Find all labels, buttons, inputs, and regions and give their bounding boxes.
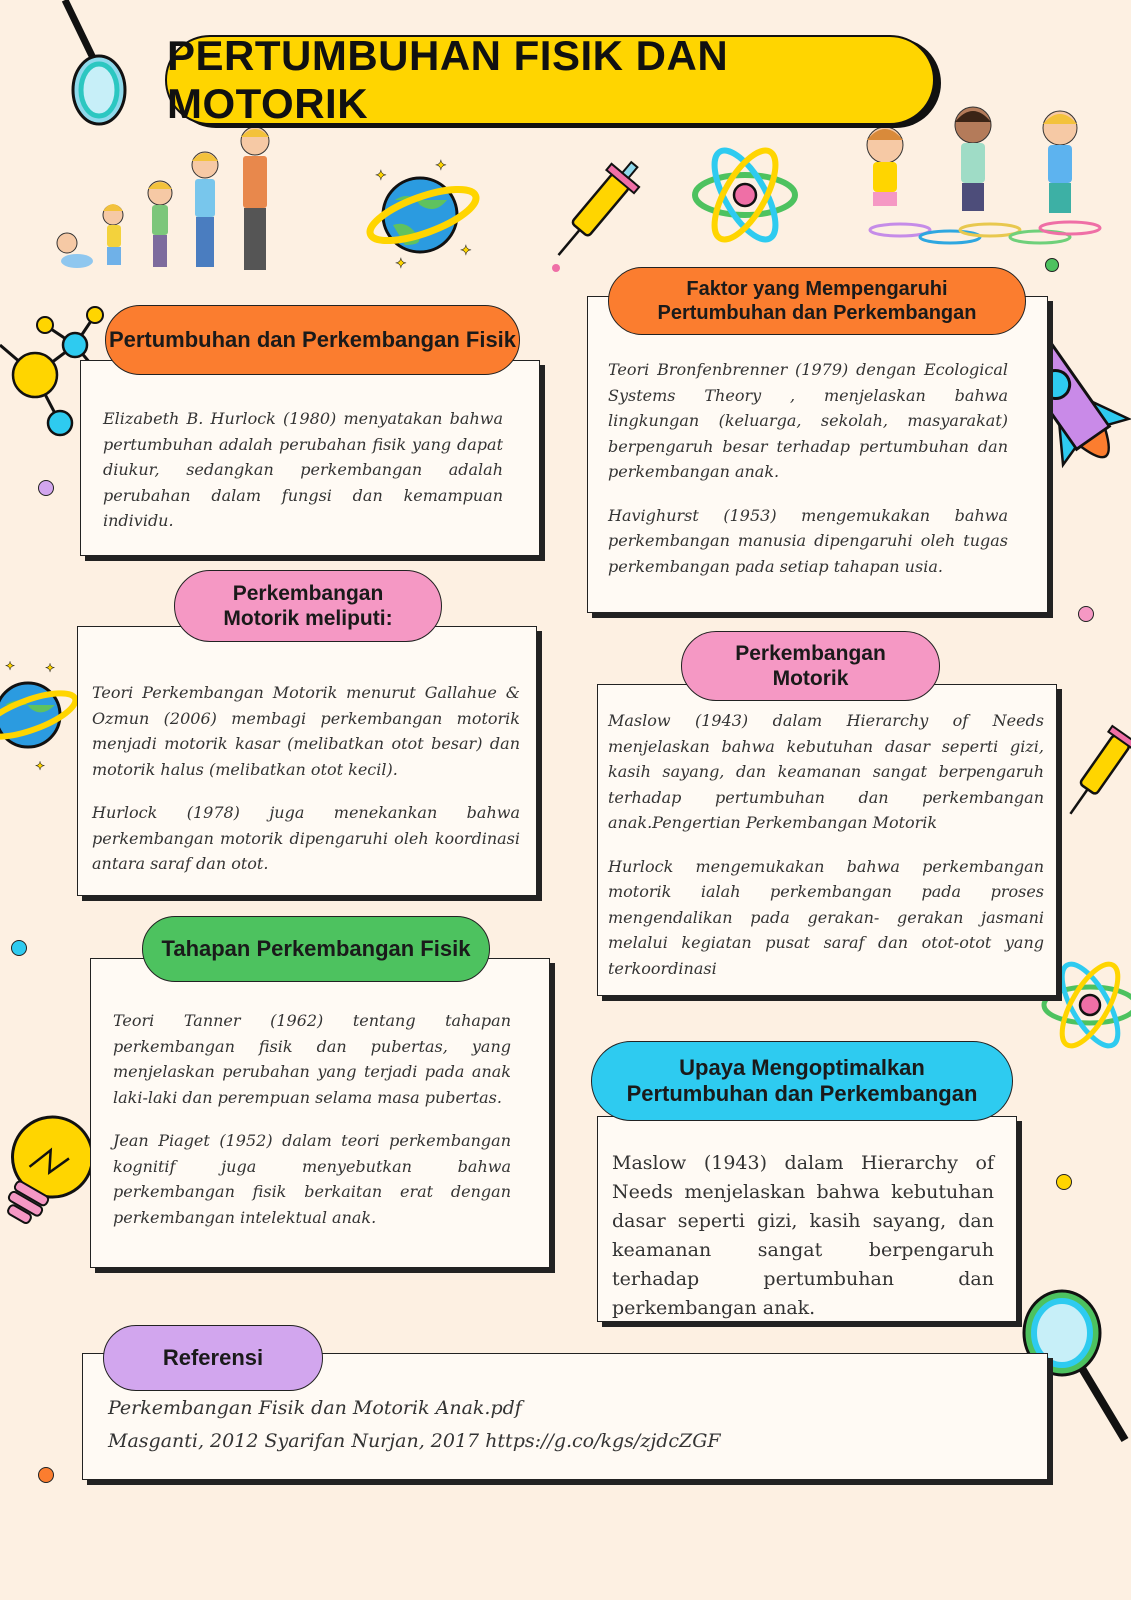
page-title: PERTUMBUHAN FISIK DAN MOTORIK <box>165 35 935 125</box>
section-referensi-text <box>108 1392 1008 1458</box>
section-faktor-p2: Havighurst (1953) mengemukakan bahwa perkembangan manusia dipengaruhi oleh tugas perkembangan pada setiap tahapan usia. <box>608 505 1008 576</box>
section-faktor-p1: Teori Bronfenbrenner (1979) dengan Ecological Systems Theory , menjelaskan bahwa lingkungan (keluarga, sekolah, masyarakat) berpengaruh besar terhadap pertumbuhan dan perkembangan anak. <box>608 360 1008 481</box>
section-motorik-heading: Perkembangan Motorik <box>681 631 940 701</box>
decor-dot <box>38 480 54 496</box>
atom-icon <box>690 138 800 253</box>
syringe-icon <box>550 150 645 275</box>
section-motorik-meliputi-heading: Perkembangan Motorik meliputi: <box>174 570 442 642</box>
section-motorik-text <box>608 708 1044 981</box>
referensi-line-2: Masganti, 2012 Syarifan Nurjan, 2017 https://g.co/kgs/zjdcZGF <box>108 1430 721 1452</box>
section-faktor-text <box>608 357 1008 579</box>
section-motorik-meliputi-text <box>92 680 520 877</box>
section-tahapan-heading: Tahapan Perkembangan Fisik <box>142 916 490 982</box>
lightbulb-icon <box>0 1100 95 1250</box>
svg-text:✦: ✦ <box>395 256 407 272</box>
decor-dot <box>1078 606 1094 622</box>
section-upaya-text <box>612 1149 994 1323</box>
section-motorik-meliputi-p2: Hurlock (1978) juga menekankan bahwa perkembangan motorik dipengaruhi oleh koordinasi antara saraf dan otot. <box>92 803 520 873</box>
decor-dot <box>11 940 27 956</box>
section-fisik-text <box>103 406 503 534</box>
section-faktor-heading: Faktor yang Mempengaruhi Pertumbuhan dan Perkembangan <box>608 267 1026 335</box>
svg-text:✦: ✦ <box>45 661 56 675</box>
section-tahapan-p2: Jean Piaget (1952) dalam teori perkembangan kognitif juga menyebutkan bahwa perkembangan fisik berkaitan erat dengan perkembangan intelektual anak. <box>113 1131 511 1227</box>
svg-text:✦: ✦ <box>375 168 387 184</box>
section-tahapan-p1: Teori Tanner (1962) tentang tahapan perkembangan fisik dan pubertas, yang menjelaskan perubahan yang terjadi pada anak laki-laki dan perempuan selama masa pubertas. <box>113 1011 511 1107</box>
children-growth-illustration <box>45 125 290 275</box>
decor-dot <box>1056 1174 1072 1190</box>
decor-dot <box>1045 258 1059 272</box>
svg-text:✦: ✦ <box>35 759 46 773</box>
section-upaya-p1: Maslow (1943) dalam Hierarchy of Needs menjelaskan bahwa kebutuhan dasar seperti gizi, kasih sayang, dan keamanan sangat berpengaruh terhadap pertumbuhan dan perkembangan anak. <box>612 1152 994 1319</box>
section-tahapan-text <box>113 1008 511 1230</box>
decor-dot <box>38 1467 54 1483</box>
svg-text:✦: ✦ <box>460 243 472 259</box>
planet-icon <box>365 160 485 270</box>
referensi-line-1: Perkembangan Fisik dan Motorik Anak.pdf <box>108 1397 522 1419</box>
section-referensi-heading: Referensi <box>103 1325 323 1391</box>
section-motorik-meliputi-p1: Teori Perkembangan Motorik menurut Gallahue & Ozmun (2006) membagi perkembangan motorik menjadi motorik kasar (melibatkan otot besar) dan motorik halus (melibatkan otot kecil). <box>92 683 520 779</box>
section-fisik-p1: Elizabeth B. Hurlock (1980) menyatakan bahwa pertumbuhan adalah perubahan fisik yang dapat diukur, sedangkan perkembangan adalah perubahan dalam fungsi dan kemampuan individu. <box>103 409 503 530</box>
planet-icon <box>0 660 80 775</box>
magnifier-icon <box>55 0 130 130</box>
svg-text:✦: ✦ <box>435 158 447 174</box>
section-upaya-heading: Upaya Mengoptimalkan Pertumbuhan dan Perkembangan <box>591 1041 1013 1121</box>
section-fisik-heading: Pertumbuhan dan Perkembangan Fisik <box>105 305 520 375</box>
svg-text:✦: ✦ <box>5 659 16 673</box>
section-motorik-p2: Hurlock mengemukakan bahwa perkembangan motorik ialah perkembangan pada proses mengendalikan pada gerakan- gerakan jasmani melalui kegiatan pusat saraf dan otot-otot yang terkoordinasi <box>608 856 1044 978</box>
section-motorik-p1: Maslow (1943) dalam Hierarchy of Needs menjelaskan bahwa kebutuhan dasar seperti gizi, kasih sayang, dan keamanan sangat berpengaruh terhadap pertumbuhan dan perkembangan anak.Pengertian Perkembangan Motorik <box>608 711 1044 832</box>
